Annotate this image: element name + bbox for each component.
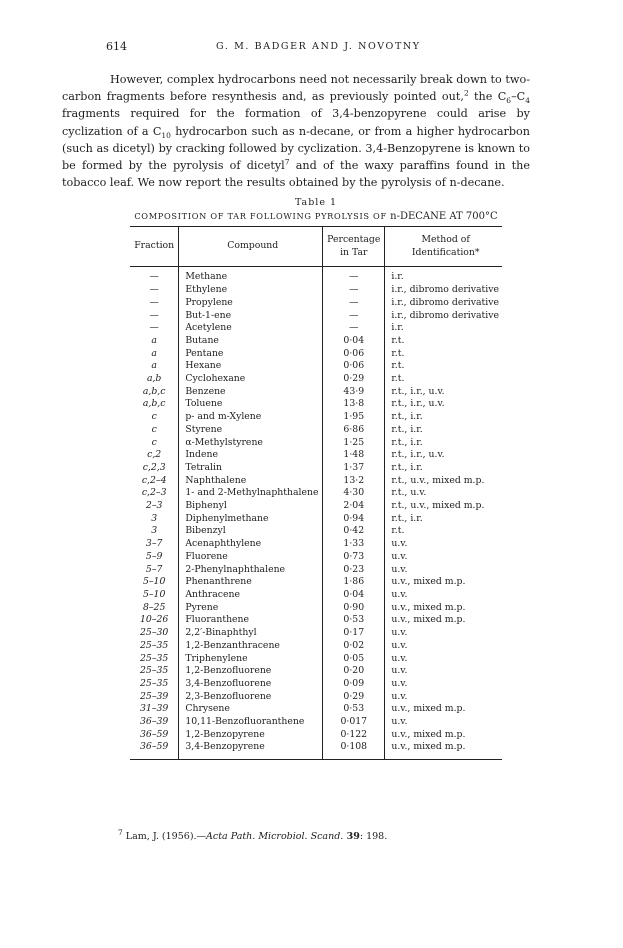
cell-method: r.t., u.v., mixed m.p. (391, 500, 485, 512)
cell-fraction: — (130, 297, 179, 310)
cell-percentage: 2·04 (323, 500, 385, 513)
cell-compound: Anthracene (179, 589, 323, 602)
cell-method: i.r., dibromo derivative (391, 284, 499, 296)
header-method (385, 227, 502, 267)
table-row (130, 373, 502, 386)
cell-method: u.v. (391, 588, 408, 600)
cell-fraction: a (130, 335, 179, 348)
table-row (130, 564, 502, 577)
cell-percentage: 0·94 (323, 513, 385, 526)
cell-fraction: c,2–3 (130, 487, 179, 500)
cell-percentage: 4·30 (323, 487, 385, 500)
cell-method: r.t., i.r., u.v. (391, 449, 445, 461)
cell-compound: Butane (179, 335, 323, 348)
paragraph-text: hydrocarbon such as n-decane, or from a higher hydrocarbon (such as dicetyl) by cracking followed by cyclization. 3,4-Benzopyrene is known to be formed by the pyrolysis of dicetyl (62, 124, 530, 173)
cell-percentage: 1·33 (323, 538, 385, 551)
cell-compound: Triphenylene (179, 653, 323, 666)
cell-fraction: 25–39 (130, 691, 179, 704)
header-compound: Compound (179, 227, 323, 267)
cell-fraction: 25–35 (130, 665, 179, 678)
table-row (130, 449, 502, 462)
cell-compound: Diphenylmethane (179, 513, 323, 526)
cell-compound: Hexane (179, 360, 323, 373)
cell-compound: Acetylene (179, 322, 323, 335)
table-row (130, 284, 502, 297)
table-row (130, 703, 502, 716)
cell-fraction: 3 (130, 513, 179, 526)
cell-method: r.t. (391, 360, 405, 372)
cell-method: u.v., mixed m.p. (391, 728, 466, 740)
cell-fraction: a,b (130, 373, 179, 386)
cell-percentage: 0·53 (323, 614, 385, 627)
cell-percentage: 1·25 (323, 437, 385, 450)
cell-percentage: — (323, 297, 385, 310)
cell-compound: Fluorene (179, 551, 323, 564)
cell-fraction: a,b,c (130, 398, 179, 411)
header-fraction: Fraction (130, 227, 179, 267)
cell-method: r.t., i.r. (391, 512, 423, 524)
table-subtitle (130, 211, 502, 222)
table-row (130, 741, 502, 759)
cell-fraction: a (130, 348, 179, 361)
cell-fraction: — (130, 310, 179, 323)
cell-compound: Naphthalene (179, 475, 323, 488)
cell-fraction: 5–10 (130, 576, 179, 589)
cell-method: r.t., i.r., u.v. (391, 385, 445, 397)
cell-compound: Pentane (179, 348, 323, 361)
cell-percentage: 0·42 (323, 525, 385, 538)
cell-fraction: 3 (130, 525, 179, 538)
cell-fraction: 5–9 (130, 551, 179, 564)
subscript: 6 (506, 96, 512, 106)
paragraph-text: –C (511, 90, 526, 104)
cell-percentage: 1·95 (323, 411, 385, 424)
cell-fraction: 5–7 (130, 564, 179, 577)
cell-fraction: 10–26 (130, 614, 179, 627)
footnote-authors: Lam, J. (1956).— (122, 831, 207, 842)
cell-compound: α-Methylstyrene (179, 437, 323, 450)
table-row (130, 386, 502, 399)
cell-compound: Pyrene (179, 602, 323, 615)
table-row (130, 500, 502, 513)
cell-fraction: c (130, 411, 179, 424)
table-row (130, 678, 502, 691)
table-subtitle-text: COMPOSITION OF TAR FOLLOWING PYROLYSIS OF (134, 211, 391, 221)
cell-method: r.t. (391, 373, 405, 385)
cell-percentage: — (323, 310, 385, 323)
cell-fraction: c,2–4 (130, 475, 179, 488)
cell-fraction: 25–30 (130, 627, 179, 640)
cell-method: r.t., u.v., mixed m.p. (391, 474, 485, 486)
cell-method: r.t. (391, 525, 405, 537)
cell-method: u.v. (391, 627, 408, 639)
cell-method: u.v. (391, 538, 408, 550)
table-row (130, 513, 502, 526)
cell-compound: 1,2-Benzanthracene (179, 640, 323, 653)
table-row (130, 398, 502, 411)
table-row (130, 665, 502, 678)
page-number: 614 (106, 40, 127, 53)
cell-percentage: 1·37 (323, 462, 385, 475)
table-row (130, 525, 502, 538)
cell-method: u.v. (391, 716, 408, 728)
cell-fraction: 25–35 (130, 678, 179, 691)
cell-percentage: 0·05 (323, 653, 385, 666)
cell-compound: 1,2-Benzopyrene (179, 729, 323, 742)
cell-percentage: 6·86 (323, 424, 385, 437)
cell-fraction: — (130, 267, 179, 284)
cell-percentage: 0·04 (323, 335, 385, 348)
footnote-pages: : 198. (359, 831, 388, 842)
cell-percentage: 0·06 (323, 348, 385, 361)
table-row (130, 691, 502, 704)
cell-percentage: 0·108 (323, 741, 385, 759)
cell-method: r.t., i.r. (391, 423, 423, 435)
cell-compound: Tetralin (179, 462, 323, 475)
cell-compound: p- and m-Xylene (179, 411, 323, 424)
cell-fraction: 36–59 (130, 741, 179, 759)
cell-fraction: — (130, 284, 179, 297)
table-row (130, 614, 502, 627)
cell-compound: Ethylene (179, 284, 323, 297)
table-row (130, 487, 502, 500)
table-row (130, 538, 502, 551)
table-caption: Table 1 (294, 197, 338, 208)
table-row (130, 729, 502, 742)
cell-percentage: 0·73 (323, 551, 385, 564)
header-percentage-line: in Tar (340, 246, 368, 258)
cell-percentage: 0·02 (323, 640, 385, 653)
cell-compound: 2,2′-Binaphthyl (179, 627, 323, 640)
cell-compound: Toluene (179, 398, 323, 411)
cell-fraction: c,2 (130, 449, 179, 462)
table-row (130, 437, 502, 450)
cell-percentage: — (323, 322, 385, 335)
cell-method: u.v. (391, 690, 408, 702)
cell-method: i.r., dibromo derivative (391, 296, 499, 308)
cell-compound: Fluoranthene (179, 614, 323, 627)
cell-method: u.v. (391, 550, 408, 562)
body-paragraph (62, 71, 530, 191)
footnote-volume: 39 (343, 831, 360, 842)
cell-method: u.v., mixed m.p. (391, 576, 466, 588)
cell-compound: Biphenyl (179, 500, 323, 513)
table-header-row (130, 227, 502, 267)
table-row (130, 602, 502, 615)
header-method-line: Identification* (411, 246, 480, 258)
table-row (130, 716, 502, 729)
table-subtitle-text: n-DECANE AT 700°C (390, 211, 498, 222)
cell-method: r.t. (391, 347, 405, 359)
cell-fraction: 36–39 (130, 716, 179, 729)
table-row (130, 411, 502, 424)
cell-percentage: 1·48 (323, 449, 385, 462)
cell-percentage: 13·2 (323, 475, 385, 488)
table-row (130, 627, 502, 640)
cell-fraction: c (130, 437, 179, 450)
paragraph-text: However, complex hydrocarbons need not necessarily break down to two-carbon fragments before resynthesis and, as previously pointed out, (62, 73, 530, 104)
cell-compound: Phenanthrene (179, 576, 323, 589)
cell-fraction: 31–39 (130, 703, 179, 716)
cell-method: r.t., i.r. (391, 411, 423, 423)
cell-method: u.v., mixed m.p. (391, 601, 466, 613)
cell-compound: 1,2-Benzofluorene (179, 665, 323, 678)
table-row (130, 589, 502, 602)
cell-fraction: 36–59 (130, 729, 179, 742)
cell-method: i.r. (391, 322, 404, 334)
cell-method: r.t., i.r. (391, 461, 423, 473)
header-percentage (323, 227, 385, 267)
cell-method: i.r. (391, 271, 404, 283)
cell-method: r.t., i.r. (391, 436, 423, 448)
cell-fraction: a,b,c (130, 386, 179, 399)
table-row (130, 576, 502, 589)
cell-percentage: 0·90 (323, 602, 385, 615)
cell-method: u.v. (391, 639, 408, 651)
cell-method: r.t., i.r., u.v. (391, 398, 445, 410)
cell-percentage: 0·09 (323, 678, 385, 691)
cell-compound: But-1-ene (179, 310, 323, 323)
cell-percentage: 0·29 (323, 373, 385, 386)
paragraph-text: the C (468, 90, 507, 104)
cell-method: u.v., mixed m.p. (391, 703, 466, 715)
cell-percentage: 0·17 (323, 627, 385, 640)
subscript: 4 (525, 96, 531, 106)
cell-method: r.t. (391, 334, 405, 346)
cell-fraction: 25–35 (130, 653, 179, 666)
cell-percentage: 0·29 (323, 691, 385, 704)
header-percentage-line: Percentage (327, 234, 381, 245)
table-row (130, 653, 502, 666)
cell-method: u.v., mixed m.p. (391, 614, 466, 626)
cell-compound: Propylene (179, 297, 323, 310)
cell-compound: Chrysene (179, 703, 323, 716)
table-row (130, 297, 502, 310)
cell-fraction: 5–10 (130, 589, 179, 602)
cell-percentage: 0·06 (323, 360, 385, 373)
cell-percentage: 0·23 (323, 564, 385, 577)
cell-compound: Styrene (179, 424, 323, 437)
cell-percentage: 0·122 (323, 729, 385, 742)
cell-method: r.t., u.v. (391, 487, 427, 499)
cell-compound: 2,3-Benzofluorene (179, 691, 323, 704)
header-method-line: Method of (421, 234, 470, 245)
table-row (130, 335, 502, 348)
cell-percentage: 43·9 (323, 386, 385, 399)
table-row (130, 267, 502, 284)
table-row (130, 551, 502, 564)
cell-compound: 1- and 2-Methylnaphthalene (179, 487, 323, 500)
cell-method: i.r., dibromo derivative (391, 309, 499, 321)
paragraph-text: fragments required for the formation of 3,4-benzopyrene could arise by cyclization of a C (62, 107, 530, 138)
cell-compound: Bibenzyl (179, 525, 323, 538)
table-row (130, 462, 502, 475)
table-row (130, 310, 502, 323)
cell-fraction: c (130, 424, 179, 437)
cell-fraction: — (130, 322, 179, 335)
cell-fraction: 8–25 (130, 602, 179, 615)
subscript: 10 (161, 130, 171, 140)
cell-compound: Benzene (179, 386, 323, 399)
paragraph-text: and of the waxy paraffins found in the tobacco leaf. We now report the results obtained by the pyrolysis of n-decane. (62, 159, 531, 190)
cell-percentage: — (323, 267, 385, 284)
cell-percentage: 1·86 (323, 576, 385, 589)
cell-fraction: 25–35 (130, 640, 179, 653)
cell-compound: 3,4-Benzopyrene (179, 741, 323, 759)
cell-compound: Indene (179, 449, 323, 462)
cell-percentage: — (323, 284, 385, 297)
running-header (106, 40, 518, 56)
cell-fraction: 2–3 (130, 500, 179, 513)
cell-fraction: 3–7 (130, 538, 179, 551)
footnote-journal: Acta Path. Microbiol. Scand. (206, 831, 344, 842)
cell-percentage: 0·20 (323, 665, 385, 678)
cell-method: u.v. (391, 677, 408, 689)
table-row (130, 322, 502, 335)
cell-fraction: a (130, 360, 179, 373)
cell-method: u.v. (391, 563, 408, 575)
footnote-ref: 7 (118, 827, 123, 837)
citation-ref: 7 (284, 157, 290, 167)
composition-table (130, 226, 502, 760)
cell-compound: Cyclohexane (179, 373, 323, 386)
cell-compound: Acenaphthylene (179, 538, 323, 551)
cell-percentage: 13·8 (323, 398, 385, 411)
cell-method: u.v. (391, 652, 408, 664)
cell-percentage: 0·04 (323, 589, 385, 602)
table-row (130, 475, 502, 488)
footnote (118, 827, 388, 842)
cell-fraction: c,2,3 (130, 462, 179, 475)
table-row (130, 640, 502, 653)
table-row (130, 360, 502, 373)
cell-percentage: 0·017 (323, 716, 385, 729)
cell-compound: 10,11-Benzofluoranthene (179, 716, 323, 729)
table-row (130, 348, 502, 361)
cell-compound: 2-Phenylnaphthalene (179, 564, 323, 577)
cell-method: u.v., mixed m.p. (385, 741, 502, 759)
table-row (130, 424, 502, 437)
cell-compound: Methane (179, 267, 323, 284)
cell-method: u.v. (391, 665, 408, 677)
cell-compound: 3,4-Benzofluorene (179, 678, 323, 691)
citation-ref: 2 (463, 88, 469, 98)
running-head-authors: G. M. BADGER AND J. NOVOTNY (216, 41, 421, 52)
cell-percentage: 0·53 (323, 703, 385, 716)
